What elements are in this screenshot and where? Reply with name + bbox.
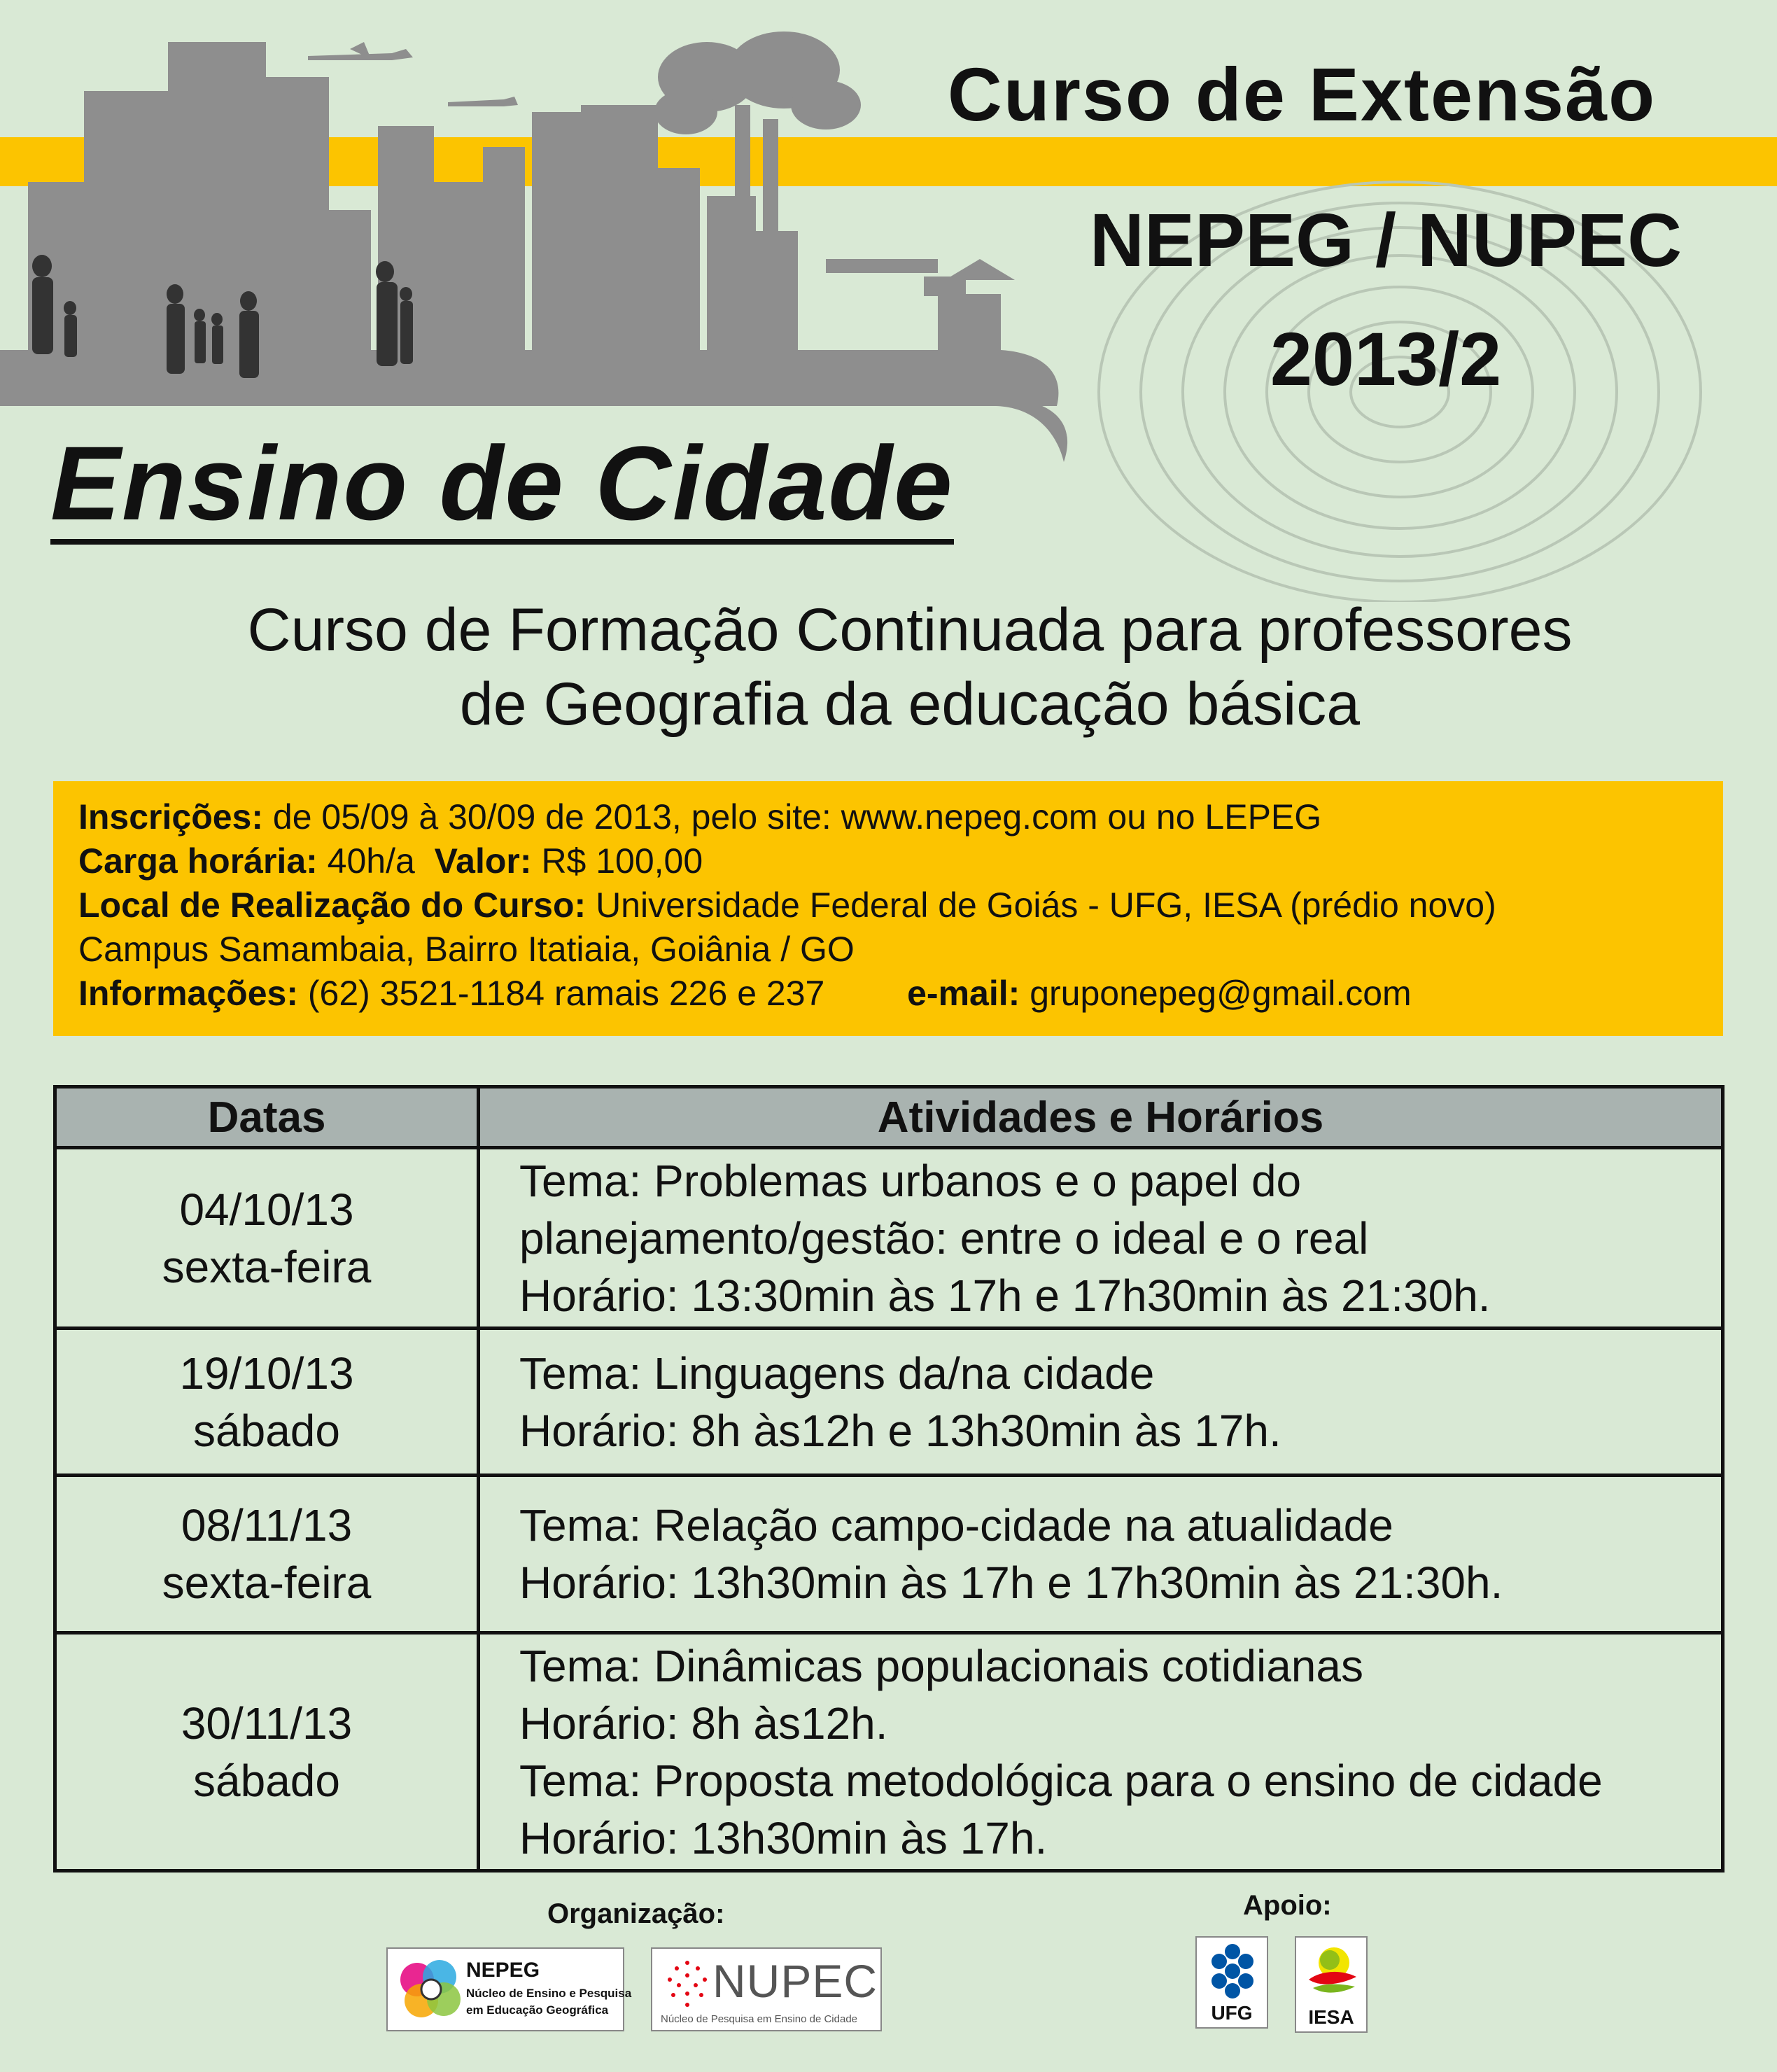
phone-value: (62) 3521-1184 ramais 226 e 237 (297, 974, 825, 1013)
nepeg-line-2: em Educação Geográfica (466, 2003, 609, 2017)
table-row (55, 1329, 1723, 1476)
support-label: Apoio: (1243, 1890, 1332, 1921)
activity-line: planejamento/gestão: entre o ideal e o real (519, 1212, 1369, 1264)
ufg-logo (1195, 1936, 1268, 2029)
valor-label: Valor: (434, 841, 532, 881)
iesa-globe-icon (1300, 1942, 1363, 2001)
subtitle-line-2: de Geografia da educação básica (459, 670, 1361, 738)
nupec-caption: Núcleo de Pesquisa em Ensino de Cidade (661, 2013, 858, 2025)
date-cell (55, 1329, 479, 1476)
row-date: 08/11/13 (181, 1500, 353, 1550)
activity-line: Horário: 8h às12h e 13h30min às 17h. (519, 1405, 1281, 1456)
info-local (78, 883, 1698, 927)
carga-value: 40h/a (317, 841, 415, 881)
hill-silhouette (0, 350, 1058, 406)
row-weekday: sábado (193, 1405, 340, 1456)
row-date: 04/10/13 (179, 1184, 354, 1235)
semester-heading: 2013/2 (1270, 316, 1502, 401)
info-inscricoes (78, 795, 1698, 839)
activity-line: Horário: 13h30min às 17h. (519, 1812, 1048, 1863)
schedule-table (53, 1085, 1725, 1872)
info-label: Informações: (78, 974, 298, 1013)
row-weekday: sexta-feira (162, 1558, 372, 1608)
activity-line: Tema: Linguagens da/na cidade (519, 1348, 1155, 1399)
row-date: 19/10/13 (179, 1348, 354, 1399)
nupec-dots-icon (659, 1956, 715, 2012)
subtitle-line-1: Curso de Formação Continuada para professores (247, 596, 1573, 664)
activity-cell (479, 1476, 1723, 1633)
column-header-activities: Atividades e Horários (479, 1087, 1723, 1148)
activity-line: Horário: 13:30min às 17h e 17h30min às 21:30h. (519, 1270, 1491, 1321)
email-link[interactable]: gruponepeg@gmail.com (1020, 974, 1412, 1013)
local-value: Universidade Federal de Goiás - UFG, IESA (prédio novo) (586, 886, 1496, 925)
info-box (53, 781, 1723, 1036)
activity-line: Tema: Dinâmicas populacionais cotidianas (519, 1640, 1363, 1691)
info-carga-valor (78, 839, 1698, 883)
nupec-name: NUPEC (712, 1955, 878, 2007)
row-date: 30/11/13 (181, 1698, 353, 1749)
date-cell (55, 1476, 479, 1633)
table-header-row (55, 1087, 1723, 1148)
activity-cell (479, 1148, 1723, 1329)
valor-value: R$ 100,00 (531, 841, 703, 881)
date-cell (55, 1148, 479, 1329)
subtitle (126, 594, 1694, 742)
course-type-heading: Curso de Extensão (947, 52, 1657, 136)
activity-line: Horário: 8h às12h. (519, 1698, 888, 1749)
info-contact (78, 972, 1698, 1016)
organization-label: Organização: (547, 1898, 725, 1929)
row-weekday: sábado (193, 1755, 340, 1806)
nupec-logo (651, 1947, 882, 2031)
iesa-name: IESA (1308, 2006, 1354, 2028)
column-header-dates: Datas (55, 1087, 479, 1148)
table-row (55, 1476, 1723, 1633)
email-label: e-mail: (907, 974, 1020, 1013)
iesa-logo (1295, 1936, 1368, 2033)
row-weekday: sexta-feira (162, 1241, 372, 1292)
activity-cell (479, 1329, 1723, 1476)
activity-line: Tema: Relação campo-cidade na atualidade (519, 1500, 1393, 1550)
nepeg-circles-icon (391, 1952, 475, 2029)
organizers-heading: NEPEG / NUPEC (1089, 197, 1683, 282)
activity-line: Horário: 13h30min às 17h e 17h30min às 21:30h. (519, 1558, 1503, 1608)
nepeg-line-1: Núcleo de Ensino e Pesquisa (466, 1987, 632, 2000)
carga-label: Carga horária: (78, 841, 318, 881)
ufg-hexagons-icon (1201, 1942, 1264, 2001)
inscricoes-label: Inscrições: (78, 797, 264, 836)
page-title: Ensino de Cidade (50, 428, 954, 545)
inscricoes-value: de 05/09 à 30/09 de 2013, pelo site: www.nepeg.com ou no LEPEG (263, 797, 1322, 836)
activity-cell (479, 1633, 1723, 1871)
table-row (55, 1633, 1723, 1871)
ufg-name: UFG (1211, 2002, 1253, 2024)
nepeg-logo (386, 1947, 632, 2031)
local-label: Local de Realização do Curso: (78, 886, 587, 925)
info-local-line-2: Campus Samambaia, Bairro Itatiaia, Goiânia / GO (78, 930, 855, 969)
date-cell (55, 1633, 479, 1871)
table-row (55, 1148, 1723, 1329)
activity-line: Tema: Proposta metodológica para o ensino de cidade (519, 1755, 1603, 1806)
nepeg-name: NEPEG (466, 1959, 540, 1982)
plane-silhouettes (308, 42, 518, 106)
activity-line: Tema: Problemas urbanos e o papel do (519, 1155, 1302, 1206)
